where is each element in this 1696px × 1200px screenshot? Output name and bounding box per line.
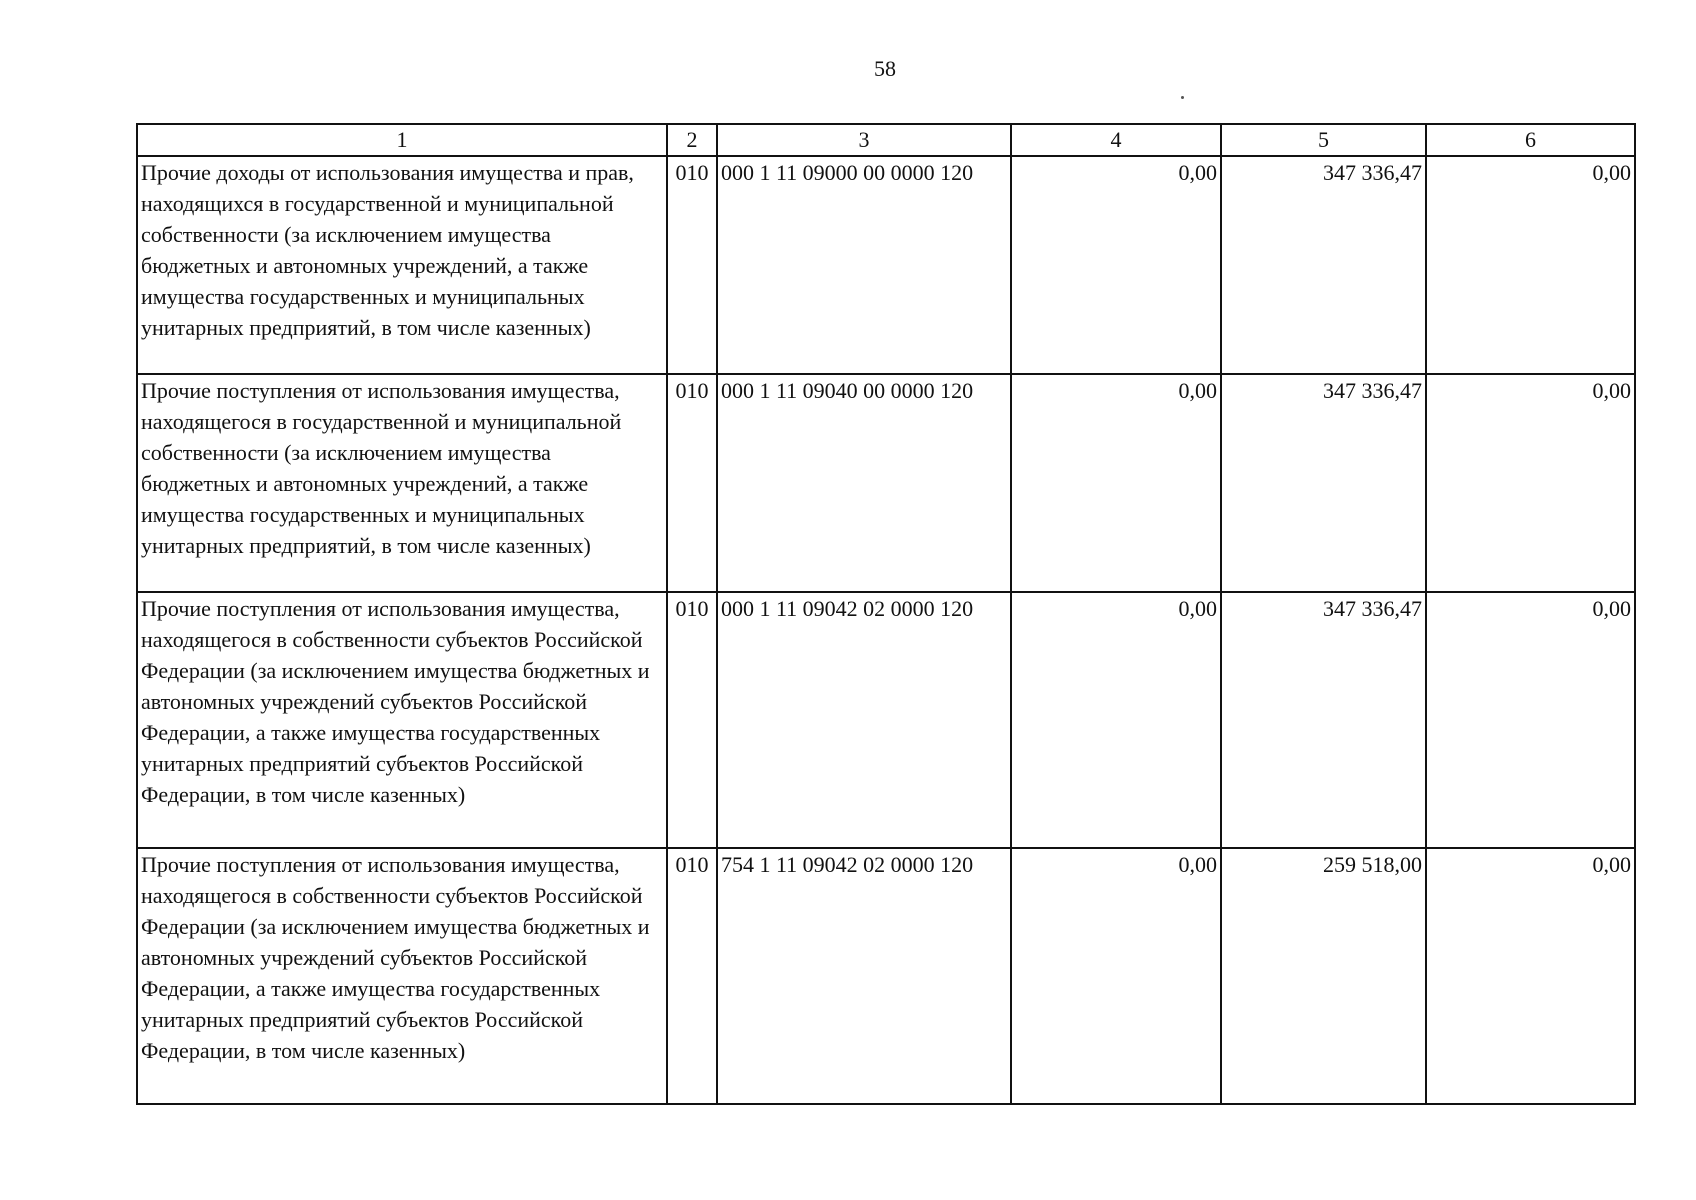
income-name-cell: Прочие доходы от использования имущества и прав, находящихся в государственной и муниципальной собственности (за исключением имущества бюджетных и автономных учреждений, а также имущества государственных и муниципальных унитарных предприятий, в том числе казенных) <box>137 156 667 374</box>
amount-col5-cell: 347 336,47 <box>1221 156 1426 374</box>
amount-col6-cell: 0,00 <box>1426 156 1635 374</box>
amount-col6-cell: 0,00 <box>1426 374 1635 592</box>
amount-col4-cell: 0,00 <box>1011 848 1221 1104</box>
amount-col4-cell: 0,00 <box>1011 374 1221 592</box>
header-col-2: 2 <box>667 124 717 156</box>
header-col-1: 1 <box>137 124 667 156</box>
income-name-cell: Прочие поступления от использования имущества, находящегося в собственности субъектов Российской Федерации (за исключением имущества бюджетных и автономных учреждений субъектов Российской Федерации, а также имущества государственных унитарных предприятий субъектов Российской Федерации, в том числе казенных) <box>137 848 667 1104</box>
amount-col4-cell: 0,00 <box>1011 156 1221 374</box>
table-row <box>137 592 1635 848</box>
revenue-table <box>136 123 1636 1105</box>
header-col-6: 6 <box>1426 124 1635 156</box>
line-code-cell: 010 <box>667 156 717 374</box>
table-row <box>137 374 1635 592</box>
amount-col5-cell: 347 336,47 <box>1221 592 1426 848</box>
line-code-cell: 010 <box>667 848 717 1104</box>
budget-code-cell: 000 1 11 09042 02 0000 120 <box>717 592 1011 848</box>
budget-code-cell: 000 1 11 09040 00 0000 120 <box>717 374 1011 592</box>
amount-col6-cell: 0,00 <box>1426 592 1635 848</box>
income-name-cell: Прочие поступления от использования имущества, находящегося в государственной и муниципальной собственности (за исключением имущества бюджетных и автономных учреждений, а также имущества государственных и муниципальных унитарных предприятий, в том числе казенных) <box>137 374 667 592</box>
amount-col5-cell: 347 336,47 <box>1221 374 1426 592</box>
amount-col4-cell: 0,00 <box>1011 592 1221 848</box>
scan-speck <box>1181 96 1184 99</box>
page-number: 58 <box>874 56 896 81</box>
header-col-4: 4 <box>1011 124 1221 156</box>
budget-code-cell: 000 1 11 09000 00 0000 120 <box>717 156 1011 374</box>
line-code-cell: 010 <box>667 592 717 848</box>
line-code-cell: 010 <box>667 374 717 592</box>
amount-col5-cell: 259 518,00 <box>1221 848 1426 1104</box>
table-row <box>137 848 1635 1104</box>
header-col-3: 3 <box>717 124 1011 156</box>
header-col-5: 5 <box>1221 124 1426 156</box>
budget-code-cell: 754 1 11 09042 02 0000 120 <box>717 848 1011 1104</box>
amount-col6-cell: 0,00 <box>1426 848 1635 1104</box>
table-row <box>137 156 1635 374</box>
income-name-cell: Прочие поступления от использования имущества, находящегося в собственности субъектов Российской Федерации (за исключением имущества бюджетных и автономных учреждений субъектов Российской Федерации, а также имущества государственных унитарных предприятий субъектов Российской Федерации, в том числе казенных) <box>137 592 667 848</box>
header-row <box>137 124 1635 156</box>
